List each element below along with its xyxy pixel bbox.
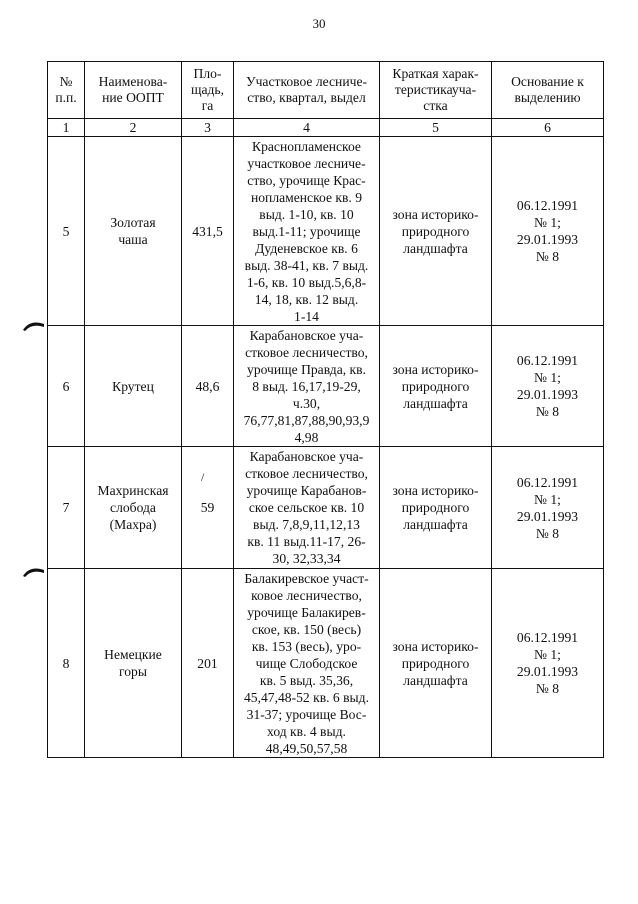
location-cell: Краснопламенское участковое лесниче- ство, урочище Крас- нопламенское кв. 9 выд. 1-10, кв. 10 выд.1-11; урочище Дуденевское кв. 6 выд. 38-41, кв. 7 выд. 1-6, кв. 10 выд.5,6,8- 14, 18, кв. 12 выд. 1-14	[234, 137, 380, 326]
basis-cell: 06.12.1991 № 1; 29.01.1993 № 8	[492, 447, 604, 569]
column-number: 1	[48, 119, 85, 137]
column-number: 2	[85, 119, 182, 137]
header-cell-number: № п.п.	[48, 62, 85, 119]
area-name-cell: Крутец	[85, 326, 182, 447]
column-number: 5	[380, 119, 492, 137]
header-cell-characteristic: Краткая харак- теристикауча- стка	[380, 62, 492, 119]
table-row	[48, 137, 604, 326]
basis-cell: 06.12.1991 № 1; 29.01.1993 № 8	[492, 326, 604, 447]
characteristic-cell: зона историко- природного ландшафта	[380, 569, 492, 758]
location-cell: Балакиревское участ- ковое лесничество, урочище Балакирев- ское, кв. 150 (весь) кв. 153 (весь), уро- чище Слободское кв. 5 выд. 35,36, 45,47,48-52 кв. 6 выд. 31-37; урочище Вос- ход кв. 4 выд. 48,49,50,57,58	[234, 569, 380, 758]
area-name-cell: Махринская слобода (Махра)	[85, 447, 182, 569]
binder-hole-mark-top	[22, 318, 48, 332]
area-size-cell: 59	[182, 447, 234, 569]
protected-areas-table	[47, 61, 604, 758]
binder-hole-mark-bottom	[22, 564, 48, 578]
table-row	[48, 326, 604, 447]
row-number-cell: 5	[48, 137, 85, 326]
page-number: 30	[312, 16, 326, 31]
characteristic-cell: зона историко- природного ландшафта	[380, 326, 492, 447]
header-cell-name: Наименова- ние ООПТ	[85, 62, 182, 119]
characteristic-cell: зона историко- природного ландшафта	[380, 447, 492, 569]
area-size-cell: 201	[182, 569, 234, 758]
header-cell-area: Пло- щадь, га	[182, 62, 234, 119]
table-row	[48, 569, 604, 758]
table-header-row	[48, 62, 604, 119]
stray-pen-mark: /	[201, 470, 205, 484]
table-row	[48, 447, 604, 569]
location-cell: Карабановское уча- стковое лесничество, урочище Правда, кв. 8 выд. 16,17,19-29, ч.30, 76,77,81,87,88,90,93,9 4,98	[234, 326, 380, 447]
column-number: 4	[234, 119, 380, 137]
header-cell-basis: Основание к выделению	[492, 62, 604, 119]
characteristic-cell: зона историко- природного ландшафта	[380, 137, 492, 326]
column-number: 6	[492, 119, 604, 137]
column-number-row	[48, 119, 604, 137]
area-size-cell: 48,6	[182, 326, 234, 447]
header-cell-location: Участковое лесниче- ство, квартал, выдел	[234, 62, 380, 119]
basis-cell: 06.12.1991 № 1; 29.01.1993 № 8	[492, 569, 604, 758]
basis-cell: 06.12.1991 № 1; 29.01.1993 № 8	[492, 137, 604, 326]
area-size-cell: 431,5	[182, 137, 234, 326]
area-name-cell: Немецкие горы	[85, 569, 182, 758]
row-number-cell: 8	[48, 569, 85, 758]
area-name-cell: Золотая чаша	[85, 137, 182, 326]
row-number-cell: 6	[48, 326, 85, 447]
location-cell: Карабановское уча- стковое лесничество, урочище Карабанов- ское сельское кв. 10 выд. 7,8,9,11,12,13 кв. 11 выд.11-17, 26- 30, 32,33,34	[234, 447, 380, 569]
row-number-cell: 7	[48, 447, 85, 569]
column-number: 3	[182, 119, 234, 137]
